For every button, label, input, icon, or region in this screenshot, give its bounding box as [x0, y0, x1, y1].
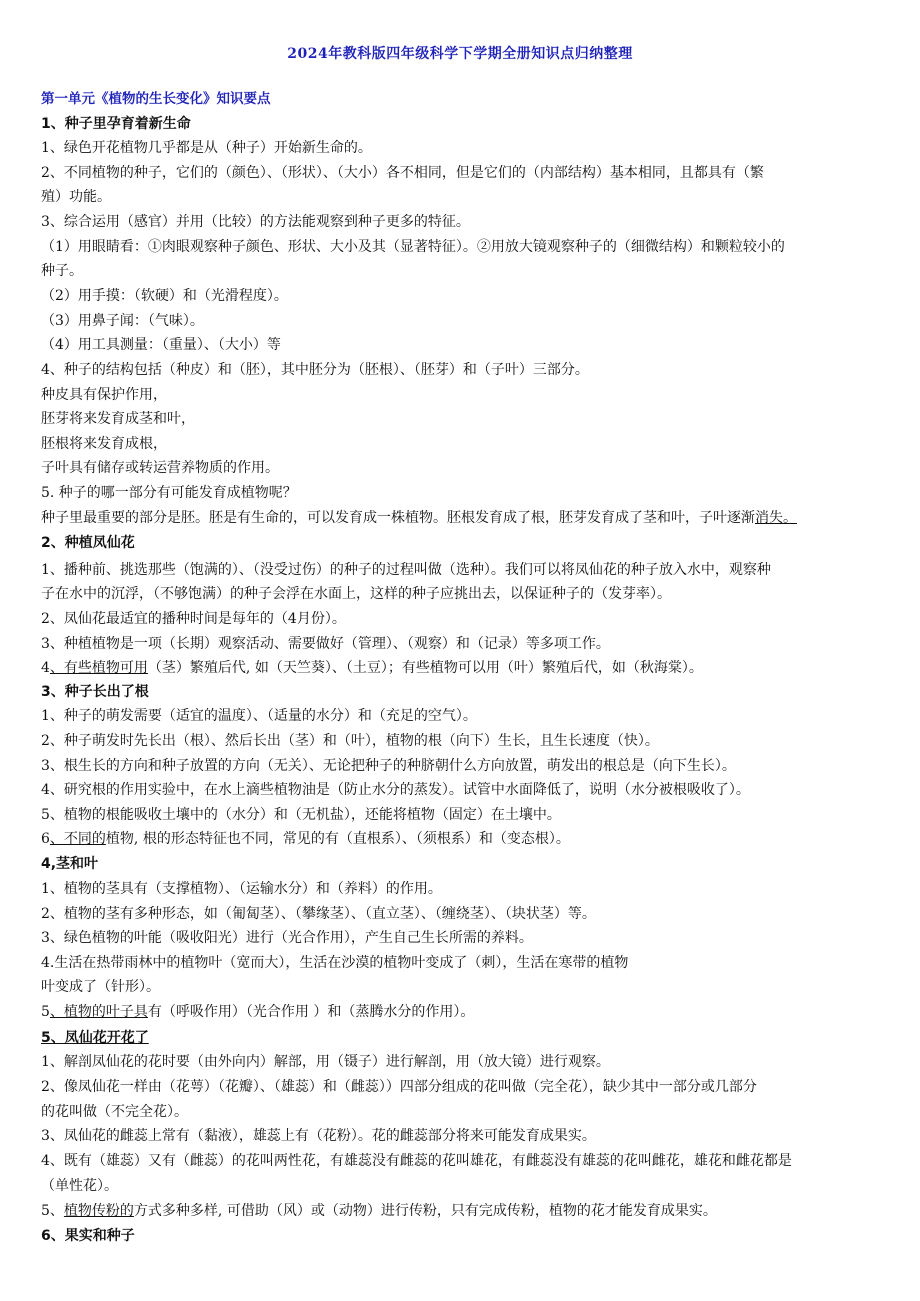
text-line: 4、既有（雄蕊）又有（雌蕊）的花叫两性花，有雄蕊没有雌蕊的花叫雄花，有雌蕊没有雄蕊的花叫雌花，雄花和雌花都是	[41, 1153, 792, 1169]
section-heading: 4,茎和叶	[41, 856, 99, 872]
text-line: 4.生活在热带雨林中的植物叶（宽而大），生活在沙漠的植物叶变成了（刺），生活在寒带的植物	[41, 955, 629, 971]
text-line: 种子。	[41, 263, 83, 279]
text-line: 5. 种子的哪一部分有可能发育成植物呢？	[41, 485, 297, 501]
text-span: 植物, 根的形态特征也不同，常见的有（直根系）、（须根系）和（变态根）。	[105, 831, 570, 847]
text-line: 1、绿色开花植物几乎都是从（种子）开始新生命的。	[41, 140, 372, 156]
text-span: 6	[41, 831, 50, 847]
section-heading: 1、种子里孕育着新生命	[41, 116, 191, 132]
text-span: 5	[41, 1004, 50, 1020]
text-line: 的花叫做（不完全花）。	[41, 1104, 188, 1120]
underlined-span: 、不同的	[49, 831, 106, 847]
text-line	[41, 1202, 717, 1220]
text-line	[41, 659, 703, 677]
underlined-span: 、植物的叶子具	[49, 1004, 148, 1020]
text-span: 4	[41, 660, 50, 676]
text-line: 5、植物的根能吸收土壤中的（水分）和（无机盐），还能将植物（固定）在土壤中。	[41, 807, 561, 823]
text-line: 胚芽将来发育成茎和叶，	[41, 411, 195, 427]
text-line: （单性花）。	[41, 1178, 118, 1194]
text-span: 5、	[41, 1203, 64, 1219]
unit-heading: 第一单元《植物的生长变化》知识要点	[41, 91, 271, 107]
text-line: 3、根生长的方向和种子放置的方向（无关）、无论把种子的种脐朝什么方向放置，萌发出的根总是（向下生长）。	[41, 758, 736, 774]
text-line: 叶变成了（针形）。	[41, 979, 160, 995]
text-line: 1、植物的茎具有（支撑植物）、（运输水分）和（养料）的作用。	[41, 881, 442, 897]
text-span: 种子里最重要的部分是胚。胚是有生命的，可以发育成一株植物。胚根发育成了根，胚芽发育成了茎和叶，子叶逐渐	[41, 510, 755, 526]
page-title: 2024年教科版四年级科学下学期全册知识点归纳整理	[287, 46, 633, 62]
text-line: 2、不同植物的种子，它们的（颜色）、（形状）、（大小）各不相同，但是它们的（内部结构）基本相同，且都具有（繁	[41, 165, 764, 181]
text-line: 胚根将来发育成根，	[41, 436, 167, 452]
section-heading: 5、凤仙花开花了	[41, 1030, 149, 1046]
underlined-span: 、有些植物可用	[49, 660, 148, 676]
text-span: 有（呼吸作用）（光合作用 ）和（蒸腾水分的作用）。	[147, 1004, 475, 1020]
section-heading: 6、果实和种子	[41, 1228, 135, 1244]
text-span: 方式多种多样, 可借助（风）或（动物）进行传粉，只有完成传粉，植物的花才能发育成果实。	[133, 1203, 717, 1219]
text-span: （茎）繁殖后代, 如（天竺葵）、（土豆）；有些植物可以用（叶）繁殖后代，如（秋海棠）。	[147, 660, 703, 676]
text-line: 子在水中的沉浮，（不够饱满）的种子会浮在水面上，这样的种子应挑出去，以保证种子的（发芽率）。	[41, 586, 671, 602]
text-line: 2、凤仙花最适宜的播种时间是每年的（4月份）。	[41, 611, 346, 627]
text-line: 种皮具有保护作用，	[41, 387, 167, 403]
text-line	[41, 509, 797, 527]
text-line	[41, 830, 570, 848]
underlined-span: 消失。	[755, 510, 797, 526]
section-heading: 3、种子长出了根	[41, 684, 149, 700]
text-line: （3）用鼻子闻：（气味）。	[41, 313, 204, 329]
text-line: （2）用手摸：（软硬）和（光滑程度）。	[41, 288, 288, 304]
text-line: 1、解剖凤仙花的花时要（由外向内）解部，用（镊子）进行解剖，用（放大镜）进行观察。	[41, 1054, 610, 1070]
text-line: 殖）功能。	[41, 189, 111, 205]
text-line: 3、凤仙花的雌蕊上常有（黏液），雄蕊上有（花粉）。花的雌蕊部分将来可能发育成果实。	[41, 1128, 596, 1144]
section-heading: 2、种植凤仙花	[41, 535, 135, 551]
text-line: 子叶具有储存或转运营养物质的作用。	[41, 460, 279, 476]
text-line: 2、植物的茎有多种形态，如（匍匐茎）、（攀缘茎）、（直立茎）、（缠绕茎）、（块状茎）等。	[41, 906, 596, 922]
text-line: 3、绿色植物的叶能（吸收阳光）进行（光合作用），产生自己生长所需的养料。	[41, 930, 533, 946]
text-line: 4、种子的结构包括（种皮）和（胚），其中胚分为（胚根）、（胚芽）和（子叶）三部分。	[41, 362, 589, 378]
text-line: 2、像凤仙花一样由（花萼）（花瓣）、（雄蕊）和（雌蕊））四部分组成的花叫做（完全花），缺少其中一部分或几部分	[41, 1079, 757, 1095]
text-line: 3、综合运用（感官）并用（比较）的方法能观察到种子更多的特征。	[41, 214, 470, 230]
text-line: 1、种子的萌发需要（适宜的温度）、（适量的水分）和（充足的空气）。	[41, 708, 477, 724]
text-line: 4、研究根的作用实验中，在水上滴些植物油是（防止水分的蒸发）。试管中水面降低了，说明（水分被根吸收了）。	[41, 782, 750, 798]
text-line: 1、播种前、挑选那些（饱满的）、（没受过伤）的种子的过程叫做（选种）。我们可以将凤仙花的种子放入水中，观察种	[41, 562, 771, 578]
text-line: 3、种植植物是一项（长期）观察活动、需要做好（管理）、（观察）和（记录）等多项工作。	[41, 636, 610, 652]
underlined-span: 植物传粉的	[63, 1203, 134, 1219]
text-line: 2、种子萌发时先长出（根）、然后长出（茎）和（叶），植物的根（向下）生长，且生长速度（快）。	[41, 733, 659, 749]
text-line: （4）用工具测量：（重量）、（大小）等	[41, 337, 281, 353]
text-line	[41, 1003, 474, 1021]
text-line: （1）用眼睛看：①肉眼观察种子颜色、形状、大小及其（显著特征）。②用放大镜观察种子的（细微结构）和颗粒较小的	[41, 239, 785, 255]
